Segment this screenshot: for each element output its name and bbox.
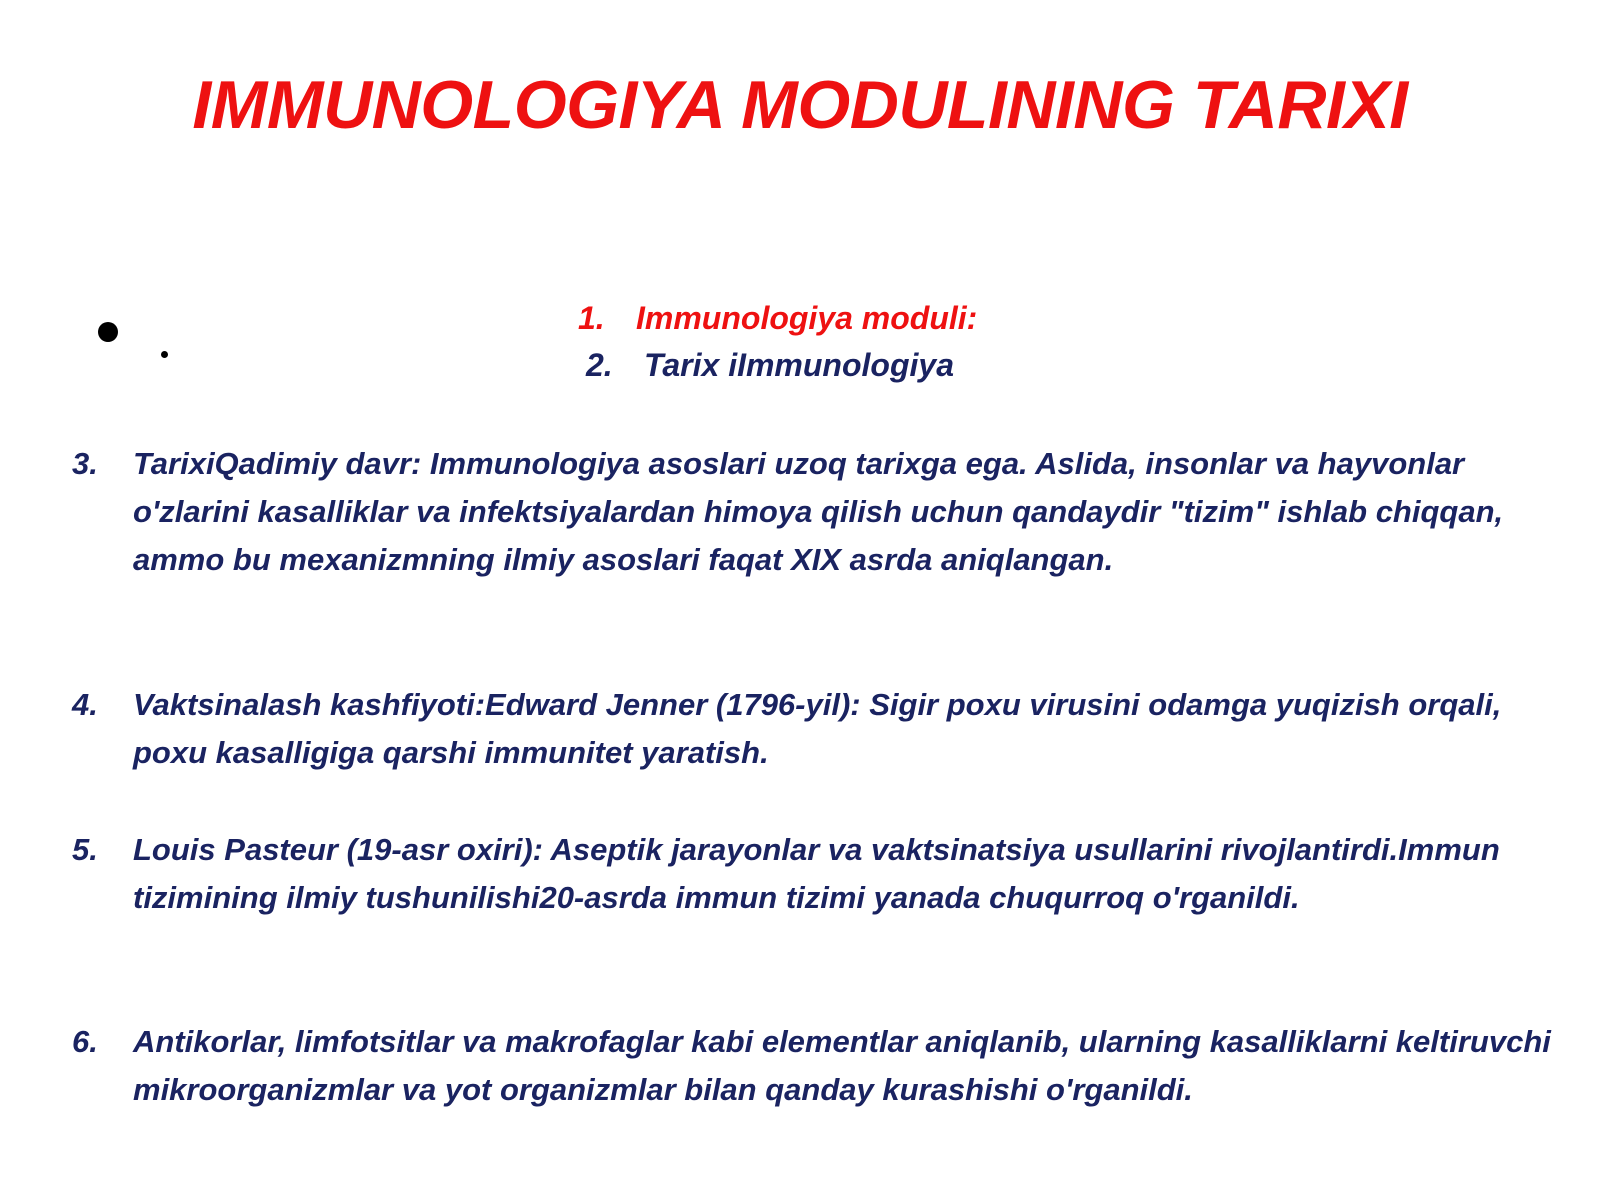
- list-item-4: [72, 681, 1502, 777]
- list-item-number: 1.: [578, 300, 605, 336]
- list-item-number: 6.: [72, 1024, 98, 1059]
- list-item-text: Immunologiya moduli:: [636, 300, 978, 336]
- bullet-dot-small-icon: [161, 351, 168, 358]
- list-item-number: 2.: [586, 347, 613, 383]
- list-item-text: Louis Pasteur (19-asr oxiri): Aseptik jarayonlar va vaktsinatsiya usullarini rivojlantirdi.Immun tizimining ilmiy tushunilishi20-asrda immun tizimi yanada chuqurroq o'rganildi.: [133, 832, 1500, 915]
- list-item-number: 4.: [72, 687, 98, 722]
- list-item-3: [72, 440, 1504, 584]
- list-item-6: [72, 1018, 1551, 1114]
- bullet-dot-icon: [98, 322, 118, 342]
- list-item-1: [578, 300, 977, 337]
- list-item-text: TarixiQadimiy davr: Immunologiya asoslari uzoq tarixga ega. Aslida, insonlar va hayvonlar o'zlarini kasalliklar va infektsiyalardan himoya qilish uchun qandaydir "tizim" ishlab chiqqan, ammo bu mexanizmning ilmiy asoslari faqat XIX asrda aniqlangan.: [133, 446, 1504, 577]
- list-item-number: 3.: [72, 446, 98, 481]
- list-item-5: [72, 826, 1500, 922]
- list-item-2: [586, 347, 954, 384]
- slide-title: IMMUNOLOGIYA MODULINING TARIXI: [192, 67, 1408, 143]
- list-item-text: Vaktsinalash kashfiyoti:Edward Jenner (1796-yil): Sigir poxu virusini odamga yuqizish orqali, poxu kasalligiga qarshi immunitet yaratish.: [133, 687, 1502, 770]
- list-item-text: Tarix iImmunologiya: [644, 347, 954, 383]
- list-item-number: 5.: [72, 832, 98, 867]
- list-item-text: Antikorlar, limfotsitlar va makrofaglar kabi elementlar aniqlanib, ularning kasalliklarni keltiruvchi mikroorganizmlar va yot organizmlar bilan qanday kurashishi o'rganildi.: [133, 1024, 1551, 1107]
